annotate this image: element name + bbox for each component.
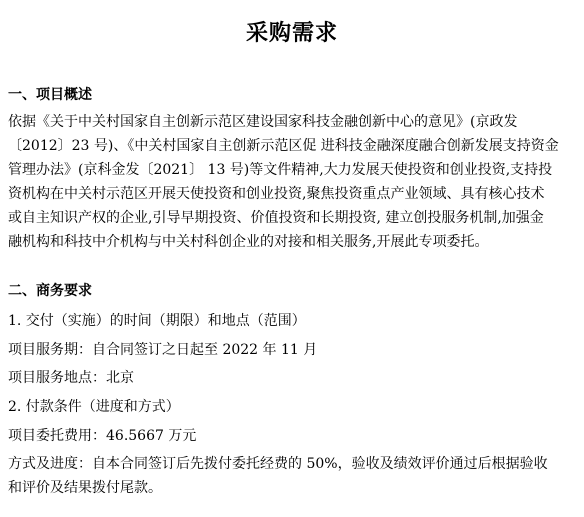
service-location-text: 项目服务地点：北京	[8, 370, 134, 386]
paragraph-line: 和评价及结果拨付尾款。	[8, 480, 162, 496]
payment-paragraph	[8, 452, 578, 500]
fee-text: 项目委托费用：46.5667 万元	[8, 428, 197, 444]
service-period-text: 项目服务期：自合同签订之日起至 2022 年 11 月	[8, 342, 318, 358]
paragraph-line: 融机构和科技中介机构与中关村科创企业的对接和相关服务,开展此专项委托。	[8, 234, 489, 250]
page-title: 采购需求	[245, 20, 338, 46]
item-delivery-heading: 1. 交付（实施）的时间（期限）和地点（范围）	[8, 313, 306, 329]
paragraph-line: 〔2012〕23 号)、《中关村国家自主创新示范区促 进科技金融深度融合创新发展支持资金	[8, 138, 559, 154]
section-heading-business: 二、商务要求	[8, 283, 92, 299]
item-payment-heading: 2. 付款条件（进度和方式）	[8, 399, 180, 415]
paragraph-line: 管理办法》(京科金发〔2021〕 13 号)等文件精神,大力发展天使投资和创业投资,支持投	[8, 162, 553, 178]
section-heading-overview: 一、项目概述	[8, 87, 92, 103]
paragraph-line: 或自主知识产权的企业,引导早期投资、价值投资和长期投资, 建立创投服务机制,加强金	[8, 210, 544, 226]
overview-paragraph	[8, 110, 578, 254]
paragraph-line: 资机构在中关村示范区开展天使投资和创业投资,聚焦投资重点产业领域、具有核心技术	[8, 186, 545, 202]
paragraph-line: 方式及进度：自本合同签订后先拨付委托经费的 50%，验收及绩效评价通过后根据验收	[8, 456, 548, 472]
paragraph-line: 依据《关于中关村国家自主创新示范区建设国家科技金融创新中心的意见》(京政发	[8, 114, 518, 130]
